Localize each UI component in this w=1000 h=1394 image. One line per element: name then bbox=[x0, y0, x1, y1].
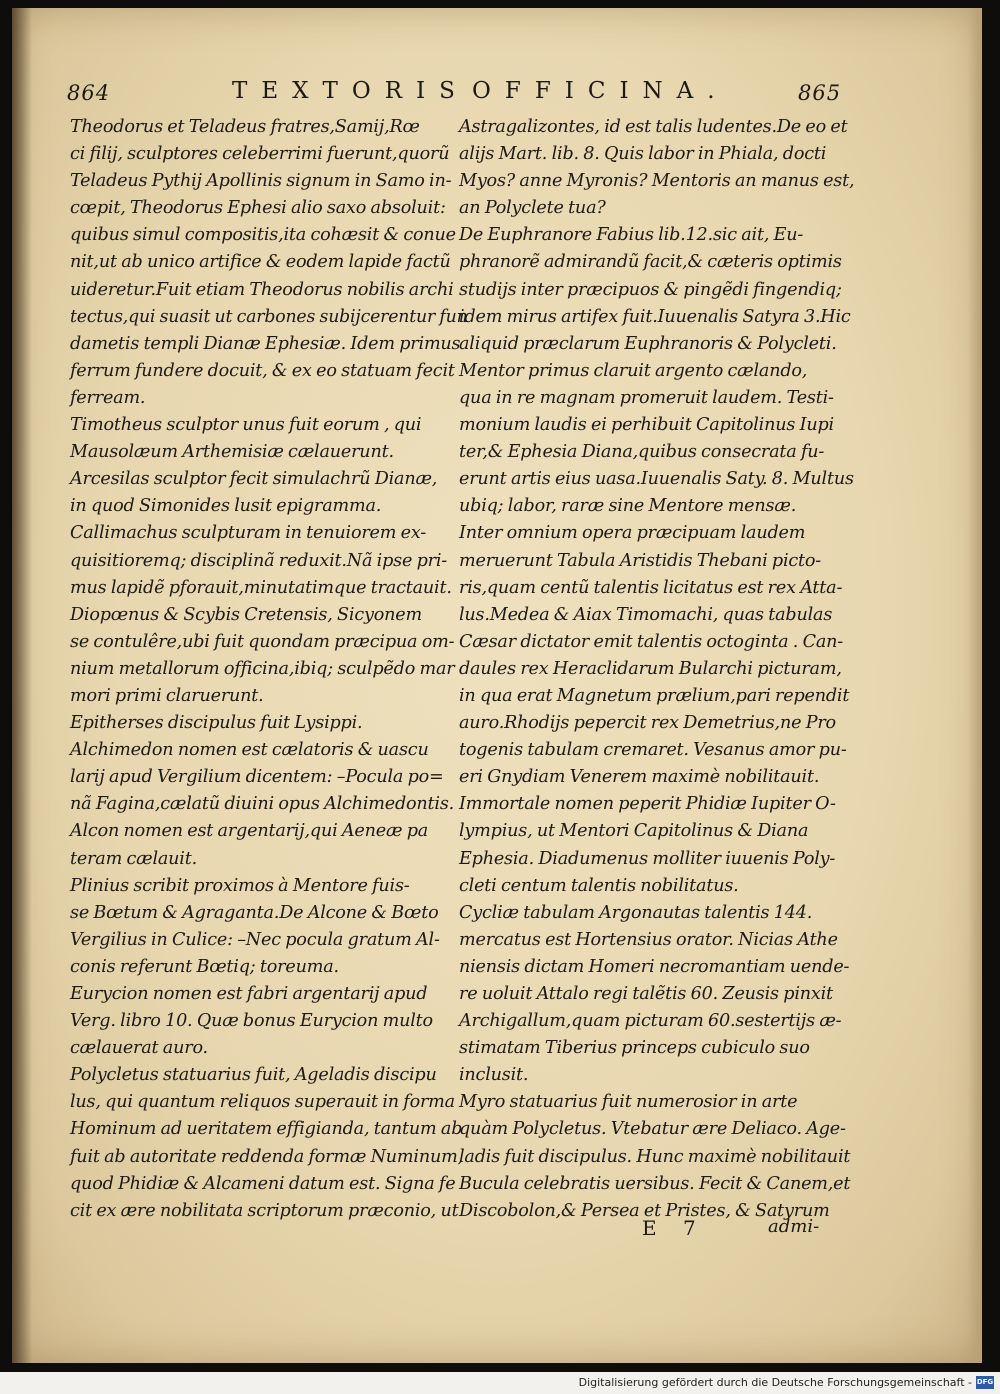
text-line: meruerunt Tabula Aristidis Thebani picto- bbox=[459, 550, 822, 571]
text-line: stimatam Tiberius princeps cubiculo suo bbox=[459, 1038, 810, 1059]
text-line: ferrum fundere docuit, & ex eo statuam fecit bbox=[70, 360, 455, 381]
text-line: conis referunt Bœtiq; toreuma. bbox=[70, 956, 339, 977]
right-page-number: 865 bbox=[798, 81, 842, 105]
catchword: admi- bbox=[768, 1216, 820, 1237]
text-line: fuit ab autoritate reddenda formæ Numinum, bbox=[70, 1146, 463, 1167]
page-footer bbox=[642, 1216, 820, 1240]
text-line: Theodorus et Teladeus fratres,Samij,Rœ bbox=[70, 117, 420, 137]
text-line: Alcon nomen est argentarij,qui Aeneæ pa bbox=[70, 821, 429, 842]
text-line: Myro statuarius fuit numerosior in arte bbox=[459, 1092, 798, 1113]
text-line: Diopœnus & Scybis Cretensis, Sicyonem bbox=[70, 604, 422, 625]
right-text-column bbox=[459, 114, 865, 1225]
text-line: qua in re magnam promeruit laudem. Testi- bbox=[459, 387, 834, 408]
text-line: cœpit, Theodorus Ephesi alio saxo absoluit: bbox=[70, 198, 446, 219]
text-line: Mausolæum Arthemisiæ cælauerunt. bbox=[70, 442, 394, 463]
text-line: Verg. libro 10. Quæ bonus Eurycion multo bbox=[70, 1011, 433, 1032]
text-line: mus lapidẽ pforauit,minutatimque tractauit. bbox=[70, 577, 452, 598]
text-line: Arcesilas sculptor fecit simulachrũ Dianæ, bbox=[70, 469, 438, 490]
running-head bbox=[62, 78, 847, 118]
running-title-right: OFFICINA. bbox=[472, 78, 729, 104]
left-text-column bbox=[70, 114, 468, 1225]
text-line: cleti centum talentis nobilitatus. bbox=[459, 875, 739, 896]
page-edge bbox=[968, 8, 982, 1363]
text-line: togenis tabulam cremaret. Vesanus amor pu- bbox=[459, 740, 847, 761]
text-line: lympius, ut Mentori Capitolinus & Diana bbox=[459, 821, 809, 842]
text-line: erunt artis eius uasa.Iuuenalis Saty. 8. Multus bbox=[459, 469, 854, 490]
text-line: aliquid præclarum Euphranoris & Polycleti. bbox=[459, 333, 837, 354]
text-line: ubiq; labor, raræ sine Mentore mensæ. bbox=[459, 496, 797, 517]
text-line: quàm Polycletus. Vtebatur ære Deliaco. Age- bbox=[459, 1119, 846, 1140]
text-line: mercatus est Hortensius orator. Nicias Athe bbox=[459, 929, 838, 950]
text-line: De Euphranore Fabius lib.12.sic ait, Eu- bbox=[459, 225, 804, 246]
text-line: Hominum ad ueritatem effigianda, tantum ab bbox=[70, 1119, 463, 1140]
text-line: niensis dictam Homeri necromantiam uende- bbox=[459, 956, 850, 977]
text-line: se contulêre,ubi fuit quondam præcipua om- bbox=[70, 631, 455, 652]
text-line: Plinius scribit proximos à Mentore fuis- bbox=[70, 875, 410, 896]
text-line: Vergilius in Culice: –Nec pocula gratum Al- bbox=[70, 929, 440, 950]
text-line: Immortale nomen peperit Phidiæ Iupiter O- bbox=[459, 794, 836, 815]
text-line: ris,quam centũ talentis licitatus est rex Atta- bbox=[459, 577, 843, 598]
text-line: studijs inter præcipuos & pingẽdi fingendiq; bbox=[459, 279, 842, 300]
text-line: Discobolon,& Persea et Pristes, & Satyrum bbox=[459, 1200, 830, 1221]
text-line: cit ex ære nobilitata scriptorum præconio, ut bbox=[70, 1200, 459, 1221]
text-line: mori primi claruerunt. bbox=[70, 685, 264, 706]
signature-mark: E 7 bbox=[642, 1216, 706, 1240]
left-page-number: 864 bbox=[67, 81, 111, 105]
dfg-logo-icon: DFG bbox=[976, 1376, 994, 1389]
text-line: ferream. bbox=[70, 387, 146, 408]
text-line: ter,& Ephesia Diana,quibus consecrata fu- bbox=[459, 442, 825, 463]
text-line: an Polyclete tua? bbox=[459, 198, 606, 219]
text-line: Ephesia. Diadumenus molliter iuuenis Poly- bbox=[459, 848, 836, 869]
running-title-left: TEXTORIS bbox=[232, 78, 469, 104]
text-line: Mentor primus claruit argento cælando, bbox=[459, 360, 808, 381]
text-line: uideretur.Fuit etiam Theodorus nobilis archi bbox=[70, 279, 454, 300]
text-line: Cæsar dictator emit talentis octoginta . Can- bbox=[459, 631, 844, 652]
text-line: dametis templi Dianæ Ephesiæ. Idem primus bbox=[70, 333, 461, 354]
text-line: ci filij, sculptores celeberrimi fuerunt,quorũ bbox=[70, 144, 450, 165]
text-line: teram cælauit. bbox=[70, 848, 197, 869]
text-line: auro.Rhodijs pepercit rex Demetrius,ne Pro bbox=[459, 713, 836, 734]
text-line: Polycletus statuarius fuit, Ageladis discipu bbox=[70, 1065, 437, 1086]
funding-text: Digitalisierung gefördert durch die Deutsche Forschungsgemeinschaft - bbox=[578, 1376, 972, 1389]
text-line: in quod Simonides lusit epigramma. bbox=[70, 496, 382, 517]
text-line: nã Fagina,cælatũ diuini opus Alchimedontis. bbox=[70, 794, 455, 815]
text-line: alijs Mart. lib. 8. Quis labor in Phiala, docti bbox=[459, 144, 827, 165]
text-line: phranorẽ admirandũ facit,& cæteris optimis bbox=[459, 252, 842, 273]
text-line: Timotheus sculptor unus fuit eorum , qui bbox=[70, 415, 422, 436]
text-line: daules rex Heraclidarum Bularchi picturam, bbox=[459, 658, 842, 679]
text-line: quibus simul compositis,ita cohæsit & conue bbox=[70, 225, 456, 246]
text-line: Alchimedon nomen est cælatoris & uascu bbox=[70, 740, 429, 761]
text-line: lus.Medea & Aiax Timomachi, quas tabulas bbox=[459, 604, 833, 625]
text-line: nit,ut ab unico artifice & eodem lapide factũ bbox=[70, 252, 451, 273]
text-line: nium metallorum officina,ibiq; sculpẽdo mar bbox=[70, 658, 455, 679]
text-line: idem mirus artifex fuit.Iuuenalis Satyra 3.Hic bbox=[459, 306, 851, 327]
page-spine-shadow bbox=[12, 8, 32, 1363]
text-line: Archigallum,quam picturam 60.sestertijs æ- bbox=[459, 1011, 842, 1032]
text-line: quisitioremq; disciplinã reduxit.Nã ipse pri- bbox=[70, 550, 448, 571]
text-line: cælauerat auro. bbox=[70, 1038, 208, 1059]
text-line: quod Phidiæ & Alcameni datum est. Signa fe bbox=[70, 1173, 456, 1194]
text-line: Eurycion nomen est fabri argentarij apud bbox=[70, 984, 428, 1004]
text-line: re uoluit Attalo regi talẽtis 60. Zeusis pinxit bbox=[459, 984, 833, 1004]
text-line: eri Gnydiam Venerem maximè nobilitauit. bbox=[459, 767, 820, 788]
text-line: se Bœtum & Agraganta.De Alcone & Bœto bbox=[70, 902, 439, 923]
text-line: lus, qui quantum reliquos superauit in forma bbox=[70, 1092, 455, 1113]
text-line: in qua erat Magnetum prælium,pari rependit bbox=[459, 685, 850, 706]
text-line: inclusit. bbox=[459, 1065, 529, 1086]
text-line: larij apud Vergilium dicentem: –Pocula po= bbox=[70, 767, 444, 788]
text-line: Teladeus Pythij Apollinis signum in Samo in- bbox=[70, 171, 452, 192]
text-line: Bucula celebratis uersibus. Fecit & Canem,et bbox=[459, 1173, 851, 1194]
text-line: monium laudis ei perhibuit Capitolinus Iupi bbox=[459, 415, 834, 436]
text-line: Epitherses discipulus fuit Lysippi. bbox=[70, 713, 363, 734]
text-line: Inter omnium opera præcipuam laudem bbox=[459, 523, 806, 544]
text-line: Astragalizontes, id est talis ludentes.De eo et bbox=[459, 117, 848, 137]
book-page bbox=[12, 8, 982, 1363]
funding-banner bbox=[0, 1372, 1000, 1394]
text-line: Cycliæ tabulam Argonautas talentis 144. bbox=[459, 902, 813, 923]
text-line: Myos? anne Myronis? Mentoris an manus est, bbox=[459, 171, 855, 192]
text-line: ladis fuit discipulus. Hunc maximè nobilitauit bbox=[459, 1146, 851, 1167]
text-line: tectus,qui suasit ut carbones subijcerentur fun bbox=[70, 306, 468, 327]
text-line: Callimachus sculpturam in tenuiorem ex- bbox=[70, 523, 427, 544]
